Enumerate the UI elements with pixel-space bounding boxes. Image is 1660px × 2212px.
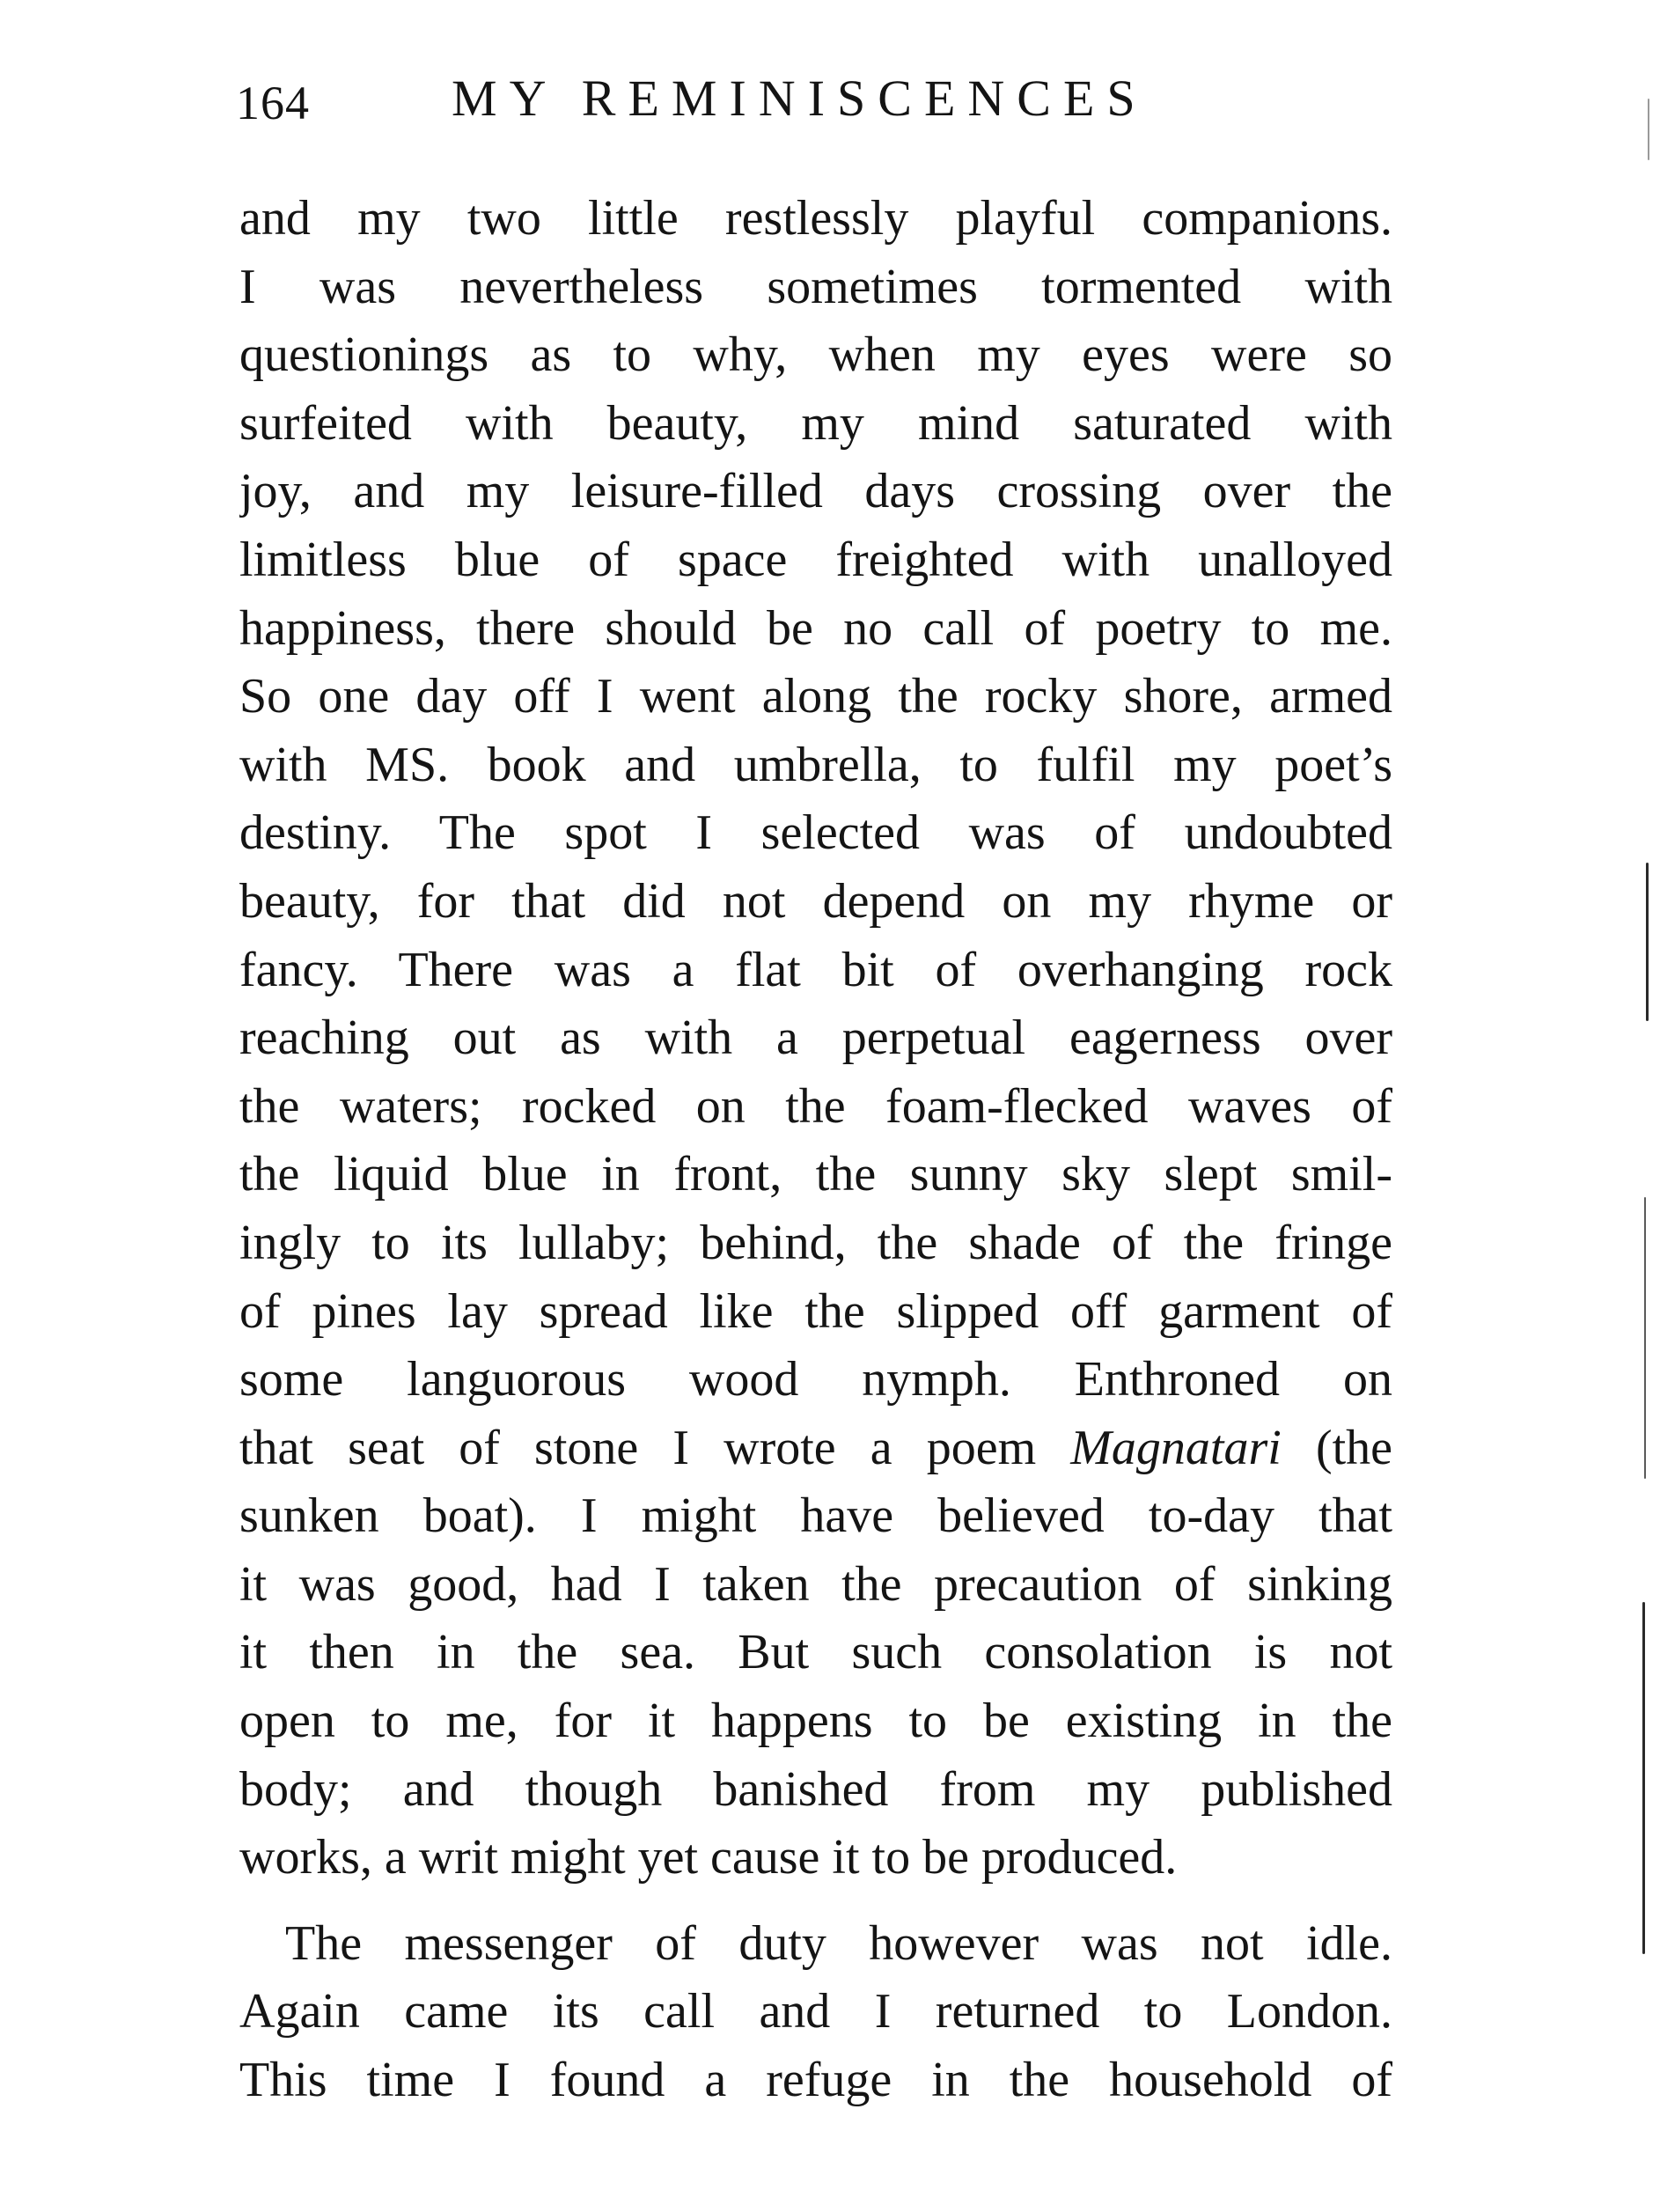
text-line: with MS. book and umbrella, to fulfil my poet’s bbox=[239, 737, 1392, 792]
text-line: and my two little restlessly playful companions. bbox=[239, 191, 1392, 246]
text-line: it was good, had I taken the precaution of sinking bbox=[239, 1556, 1392, 1612]
text-line: Again came its call and I returned to London. bbox=[239, 1984, 1392, 2039]
text-line-poem-title bbox=[239, 1415, 1392, 1483]
text-line: questionings as to why, when my eyes were so bbox=[239, 327, 1392, 383]
text-line: the liquid blue in front, the sunny sky slept smil- bbox=[239, 1147, 1392, 1202]
text-line: happiness, there should be no call of poetry to me. bbox=[239, 600, 1392, 656]
text-line: I was nevertheless sometimes tormented with bbox=[239, 259, 1392, 314]
page-number: 164 bbox=[236, 77, 310, 129]
scan-artifact-mark bbox=[1642, 1602, 1645, 1954]
text-line: So one day off I went along the rocky shore, armed bbox=[239, 669, 1392, 724]
text-line: limitless blue of space freighted with unalloyed bbox=[239, 532, 1392, 587]
running-title: MY REMINISCENCES bbox=[452, 70, 1148, 127]
poem-line-before: that seat of stone I wrote a poem bbox=[239, 1420, 1037, 1475]
scan-artifact-mark bbox=[1646, 863, 1649, 1021]
text-line: of pines lay spread like the slipped off garment of bbox=[239, 1283, 1392, 1339]
body-text bbox=[239, 185, 1392, 2115]
scan-artifact-mark bbox=[1644, 1197, 1646, 1479]
text-line: fancy. There was a flat bit of overhanging rock bbox=[239, 942, 1392, 997]
poem-title: Magnatari bbox=[1070, 1420, 1282, 1475]
text-line: the waters; rocked on the foam-flecked waves of bbox=[239, 1078, 1392, 1134]
text-line: surfeited with beauty, my mind saturated with bbox=[239, 395, 1392, 451]
text-line: body; and though banished from my published bbox=[239, 1761, 1392, 1817]
text-line: reaching out as with a perpetual eagerness over bbox=[239, 1010, 1392, 1066]
text-line: The messenger of duty however was not idle. bbox=[285, 1915, 1392, 1971]
text-line: beauty, for that did not depend on my rhyme or bbox=[239, 873, 1392, 929]
text-line: destiny. The spot I selected was of undoubted bbox=[239, 805, 1392, 861]
text-line-last: works, a writ might yet cause it to be produced. bbox=[239, 1830, 1178, 1885]
text-line: some languorous wood nymph. Enthroned on bbox=[239, 1352, 1392, 1407]
text-line: sunken boat). I might have believed to-day that bbox=[239, 1488, 1392, 1544]
poem-line-after: (the bbox=[1315, 1420, 1392, 1475]
text-line: ingly to its lullaby; behind, the shade of the fringe bbox=[239, 1215, 1392, 1270]
scan-artifact-mark bbox=[1648, 99, 1649, 160]
text-line: joy, and my leisure-filled days crossing over the bbox=[239, 464, 1392, 519]
paragraph-1 bbox=[239, 185, 1392, 1892]
text-line: open to me, for it happens to be existing in the bbox=[239, 1694, 1392, 1749]
paragraph-2 bbox=[239, 1910, 1392, 2115]
running-head bbox=[236, 69, 1389, 148]
text-line: it then in the sea. But such consolation is not bbox=[239, 1625, 1392, 1680]
text-line: This time I found a refuge in the household of bbox=[239, 2053, 1392, 2108]
paragraph-gap bbox=[239, 1892, 1392, 1910]
